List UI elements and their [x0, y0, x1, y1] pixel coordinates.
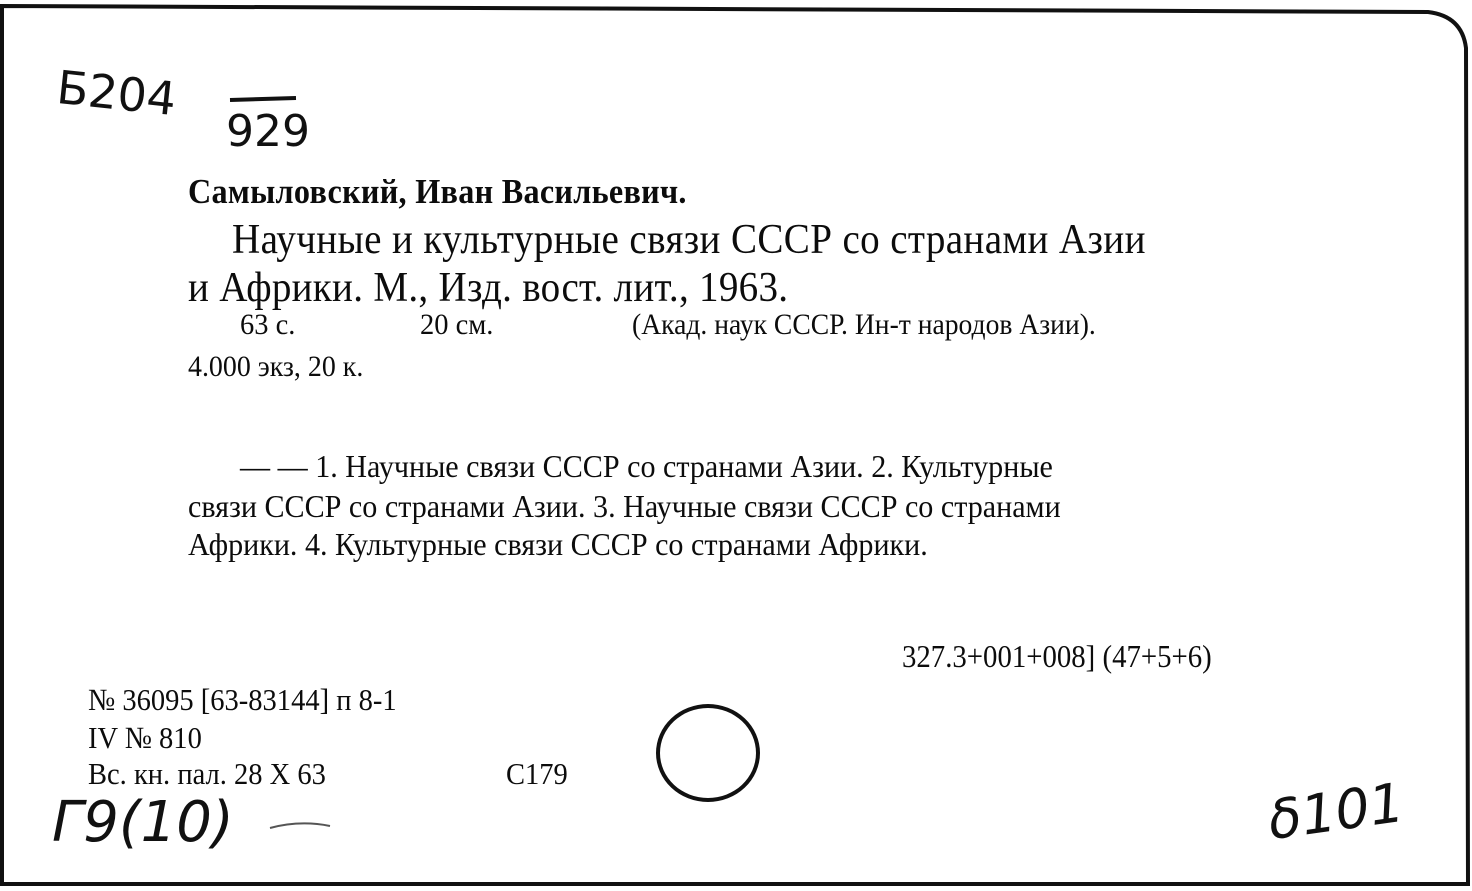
author-heading: Самыловский, Иван Васильевич. [188, 172, 687, 211]
shelfmark-bottom: 929 [226, 106, 310, 157]
classification-number: 327.3+001+008] (47+5+6) [902, 638, 1212, 674]
shelfmark-top: Б204 [54, 60, 179, 127]
registration-line-3: Вс. кн. пал. 28 X 63 [88, 756, 326, 791]
handwritten-note-left: Г9(10) [52, 790, 234, 855]
registration-line-1: № 36095 [63-83144] п 8-1 [88, 682, 397, 717]
title-line-2: и Африки. М., Изд. вост. лит., 1963. [188, 265, 789, 311]
registration-line-2: IV № 810 [88, 720, 202, 755]
subject-headings-line-1: — — 1. Научные связи СССР со странами Азии. 2. Культурные [240, 448, 1053, 484]
handwritten-note-right: δ101 [1264, 770, 1408, 853]
title-line-1: Научные и культурные связи СССР со странами Азии [232, 217, 1146, 263]
subject-headings-line-2: связи СССР со странами Азии. 3. Научные связи СССР со странами [188, 488, 1061, 524]
collation-pages: 63 с. [240, 308, 296, 341]
subject-headings-line-3: Африки. 4. Культурные связи СССР со странами Африки. [188, 526, 928, 562]
circulation-price: 4.000 экз, 20 к. [188, 350, 364, 383]
series-note: (Акад. наук СССР. Ин-т народов Азии). [632, 308, 1096, 341]
registration-code: С179 [506, 756, 568, 791]
collation-size: 20 см. [420, 308, 494, 341]
punch-hole [656, 704, 760, 802]
